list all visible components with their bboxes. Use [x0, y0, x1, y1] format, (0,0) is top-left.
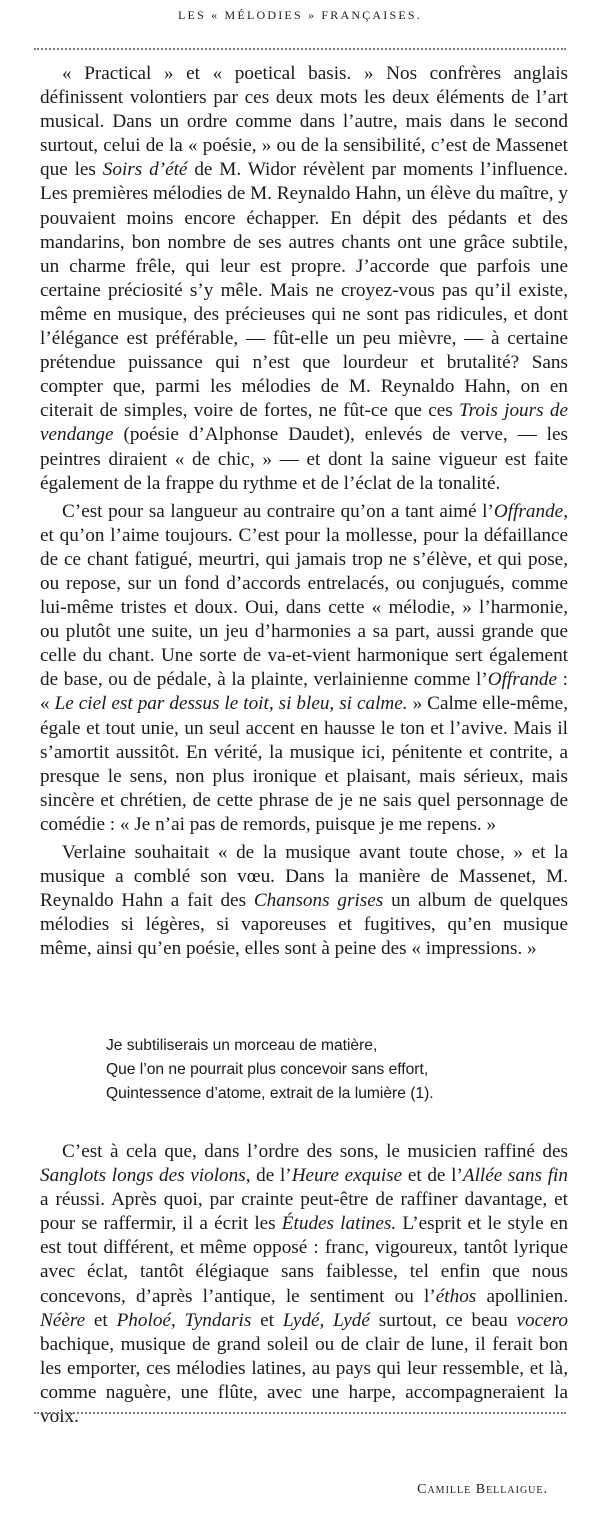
text-run: de M. Widor révèlent par moments l’influence. Les premières mélodies de M. Reynaldo Hahn, un élève du maître, y pouvaient moins encore échapper. En dépit des pédants et des mandarins, bon nombre de ses autres chants ont une grâce subtile, un charme frêle, qui leur est propre. J’accorde que parfois une certaine préciosité s’y mêle. Mais ne croyez-vous pas qu’il existe, même en musique, des précieuses qui ne sont pas ridicules, et dont l’élégance est préférable, — fût-elle un peu mièvre, — à certaine prétendue puissance qui n’est que lourdeur et brutalité? Sans compter que, parmi les mélodies de M. Reynaldo Hahn, on en citerait de simples, voire de fortes, ne fût-ce que ces — [40, 159, 568, 422]
text-run: , de l’ — [245, 1165, 292, 1187]
verse-line: Que l’on ne pourrait plus concevoir sans effort, — [106, 1061, 429, 1078]
paragraph-1 — [40, 62, 568, 496]
verse-line: Quintessence d’atome, extrait de la lumière (1). — [106, 1085, 434, 1102]
text-run: C’est pour sa langueur au contraire qu’on a tant aimé l’ — [62, 500, 494, 522]
text-run: et — [251, 1309, 283, 1331]
body-text-lower — [40, 1140, 568, 1429]
paragraph-4 — [40, 1140, 568, 1429]
verse-line: Je subtiliserais un morceau de matière, — [106, 1037, 378, 1054]
italic-title-run: Offrande — [487, 669, 558, 691]
text-run: , et qu’on l’aime toujours. C’est pour la mollesse, pour la défaillance de ce chant fatigué, meurtri, qui jamais trop ne s’élève, et qui pose, ou repose, sur un fond d’accords entrelacés, ou conjugués, comme lui-même tristes et doux. Oui, dans cette « mélodie, » l’harmonie, ou plutôt une suite, un jeu d’harmonies a sa part, aussi grande que celle du chant. Une sorte de va-et-vient harmonique sert également de base, ou de pédale, à la plainte, verlainienne comme l’ — [40, 500, 568, 691]
italic-title-run: Tyndaris — [184, 1309, 252, 1331]
text-run: Verlaine souhaitait « de la musique avant toute chose, » et la musique a comblé son vœu. Dans la manière de Massenet, M. Reynaldo Hahn a fait des — [40, 842, 568, 912]
text-run: (poésie d’Alphonse Daudet), enlevés de verve, — les peintres diraient « de chic, » — et dont la saine vigueur est faite également de la frappe du rythme et de l’éclat de la tonalité. — [40, 424, 568, 494]
italic-title-run: Soirs d’été — [102, 159, 188, 181]
text-run: » Calme elle-même, égale et tout unie, un seul accent en hausse le ton et l’avive. Mais il s’amortit aussitôt. En vérité, la musique ici, pénitente et contrite, a presque le sens, non plus ironique et plaisant, mais sérieux, mais sincère et chrétien, de cette phrase de je ne sais quel personnage de comédie : « Je n’ai pas de remords, puisque je me repens. » — [40, 693, 568, 835]
text-run: C’est à cela que, dans l’ordre des sons, le musicien raffiné des — [62, 1141, 568, 1162]
bottom-dotted-rule — [34, 1412, 566, 1414]
italic-title-run: Études latines. — [281, 1213, 397, 1235]
text-run: : « — [40, 669, 568, 715]
verse-quotation — [106, 1034, 556, 1106]
running-head: LES « MÉLODIES » FRANÇAISES. — [178, 8, 422, 22]
italic-title-run: Sanglots longs des violons — [40, 1165, 246, 1187]
text-run: L’esprit et le style en est tout différent, et même opposé : franc, vigoureux, tantôt lyrique avec éclat, tantôt élégiaque sans faiblesse, tel enfin que nous concevons, d’après l’antique, le sentiment ou l’ — [40, 1213, 568, 1307]
italic-title-run: Le ciel est par dessus le toit, si bleu, si calme. — [54, 693, 408, 715]
text-run: et — [85, 1309, 117, 1331]
italic-title-run: Pholoé — [116, 1309, 171, 1331]
italic-title-run: Chansons grises — [253, 890, 384, 912]
italic-title-run: éthos — [435, 1285, 477, 1307]
italic-title-run: vocero — [516, 1309, 568, 1331]
italic-title-run: Lydé, Lydé — [282, 1309, 370, 1331]
italic-title-run: Néère — [40, 1309, 86, 1331]
paragraph-3 — [40, 841, 568, 961]
text-run: et de l’ — [402, 1165, 463, 1187]
italic-title-run: Heure exquise — [291, 1165, 403, 1187]
top-dotted-rule — [34, 48, 566, 50]
body-text-upper — [40, 62, 568, 961]
text-run: bachique, musique de grand soleil ou de clair de lune, il ferait bon les emporter, ces mélodies latines, au pays qui leur ressemble, et là, comme naguère, une flûte, avec une harpe, accompagneraient la voix. — [40, 1333, 568, 1428]
italic-title-run: Offrande — [493, 500, 564, 522]
paragraph-2 — [40, 500, 568, 837]
text-run: un album de quelques mélodies si légères, si vaporeuses et fugitives, qu’en musique même, ainsi qu’en poésie, elles sont à peine des « impressions. » — [40, 890, 569, 960]
author-signature: Camille Bellaigue. — [417, 1482, 548, 1497]
text-run: , — [170, 1309, 185, 1331]
text-run: apollinien. — [476, 1285, 569, 1307]
italic-title-run: Allée sans fin — [462, 1165, 568, 1187]
text-run: « Practical » et « poetical basis. » Nos confrères anglais définissent volontiers par ces deux mots les deux éléments de l’art musical. Dans un ordre comme dans l’autre, mais dans le second surtout, celui de la « poésie, » ou de la sensibilité, c’est de Massenet que les — [40, 63, 568, 181]
text-run: a réussi. Après quoi, par crainte peut-être de raffiner davantage, et pour se raffermir, il a écrit les — [40, 1189, 568, 1235]
text-run: surtout, ce beau — [369, 1309, 517, 1331]
italic-title-run: Trois jours de vendange — [40, 400, 569, 446]
